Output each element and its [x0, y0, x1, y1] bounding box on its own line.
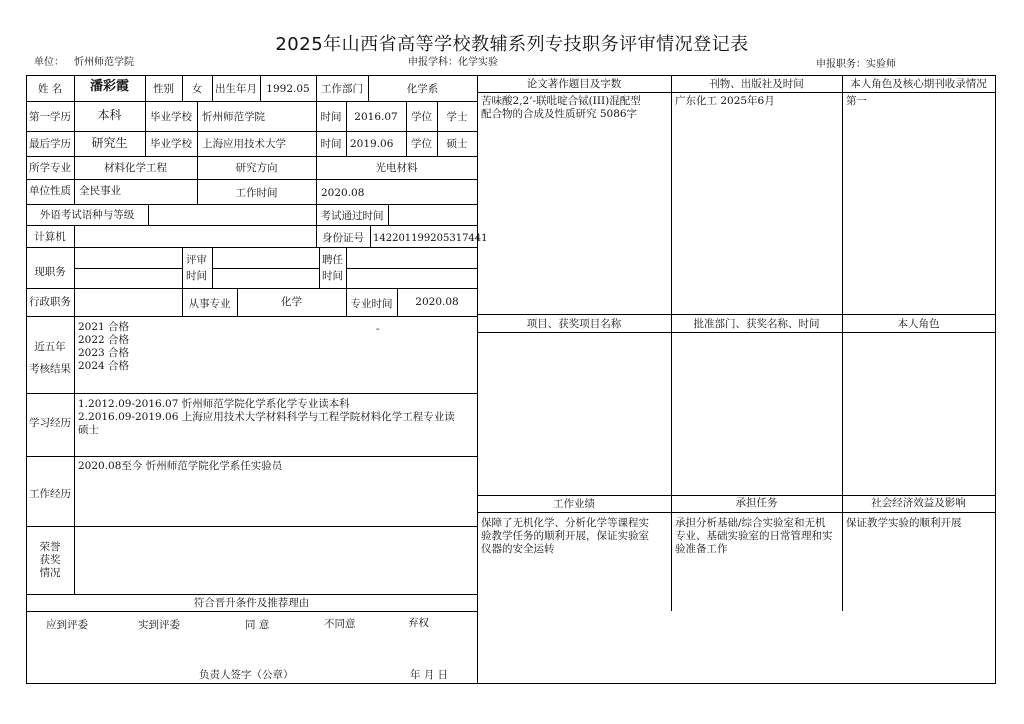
perf-line: 验教学任务的顺利开展，保证实验室: [481, 530, 649, 542]
honor-label-2: 获奖: [39, 554, 61, 566]
eval-line: 2021 合格: [78, 321, 130, 333]
major-value: 材料化学工程: [104, 162, 167, 174]
research-label: 研究方向: [235, 162, 278, 174]
gender-value: 女: [191, 83, 203, 95]
major-label: 所学专业: [29, 162, 71, 174]
degree1-value: 学士: [446, 111, 468, 123]
edu1-label: 第一学历: [29, 111, 71, 123]
eval-line: 2022 合格: [78, 334, 130, 346]
hire-label-2: 时间: [322, 270, 343, 282]
exam-time-label: 考试通过时间: [320, 210, 384, 222]
school2-label: 毕业学校: [150, 138, 192, 150]
perf-line: 保障了无机化学、分析化学等课程实: [481, 517, 649, 529]
effect-value: 保证教学实验的顺利开展: [846, 517, 962, 529]
time1-value: 2016.07: [354, 111, 398, 123]
work-label: 工作经历: [29, 488, 71, 500]
task-line: 验准备工作: [675, 543, 728, 555]
papers-col2-header: 刊物、出版社及时间: [709, 78, 804, 90]
review-label-2: 时间: [186, 270, 207, 282]
birth-value: 1992.05: [266, 83, 310, 95]
paper-title-line: 苦味酸2,2’-联吡啶合铽(III)混配型: [481, 95, 641, 107]
name-value: 潘彩霞: [89, 79, 129, 94]
projects-col2-header: 批准部门、获奖名称、时间: [693, 318, 820, 330]
sign-label: 负责人签字（公章）: [199, 669, 294, 681]
admin-label: 行政职务: [29, 296, 71, 308]
eval-line: 2024 合格: [78, 360, 130, 372]
papers-col1-header: 论文著作题目及字数: [526, 78, 622, 90]
honor-label-3: 情况: [39, 567, 61, 579]
task-line: 承担分析基础/综合实验室和无机: [675, 517, 826, 529]
work-col3-header: 社会经济效益及影响: [871, 497, 966, 509]
eval-label-2: 考核结果: [29, 363, 71, 375]
vote-actual-label: 实到评委: [138, 619, 180, 631]
dept-value: 化学系: [406, 83, 439, 95]
date-label: 年 月 日: [410, 669, 449, 681]
vote-agree-label: 同 意: [245, 619, 270, 631]
prof-time-value: 2020.08: [415, 296, 459, 308]
study-label: 学习经历: [29, 417, 71, 429]
study-line: 硕士: [78, 424, 99, 436]
eval-dash: -: [376, 323, 380, 335]
vote-abstain-label: 弃权: [408, 617, 429, 629]
id-value: 142201199205317441: [373, 233, 488, 244]
work-col2-header: 承担任务: [735, 497, 778, 509]
current-label: 现职务: [34, 266, 66, 278]
worktime-label: 工作时间: [235, 187, 278, 199]
prof-label: 从事专业: [188, 298, 231, 310]
prof-value: 化学: [281, 296, 302, 308]
lang-label: 外语考试语种与等级: [39, 209, 135, 221]
paper-title-line: 配合物的合成及性质研究 5086字: [481, 108, 638, 120]
degree1-label: 学位: [411, 111, 432, 123]
vote-disagree-label: 不同意: [324, 618, 356, 630]
prof-time-label: 专业时间: [350, 298, 393, 310]
eval-label-1: 近五年: [34, 341, 66, 353]
name-label: 姓 名: [37, 83, 63, 95]
time2-label: 时间: [320, 138, 342, 150]
work-col1-header: 工作业绩: [553, 498, 595, 510]
unit-value: 忻州师范学院: [74, 57, 134, 68]
reason-label: 符合晋升条件及推荐理由: [193, 597, 310, 609]
vote-should-label: 应到评委: [46, 619, 88, 631]
time2-value: 2019.06: [350, 138, 394, 150]
study-line: 2.2016.09-2019.06 上海应用技术大学材料科学与工程学院材料化学工程专业读: [78, 411, 455, 423]
birth-label: 出生年月: [215, 83, 257, 95]
worktime-value: 2020.08: [321, 187, 365, 199]
paper-journal: 广东化工 2025年6月: [675, 95, 775, 107]
school1-label: 毕业学校: [150, 111, 192, 123]
research-value: 光电材料: [375, 162, 418, 174]
review-label-1: 评审: [186, 254, 207, 266]
gender-label: 性别: [153, 83, 174, 95]
study-line: 1.2012.09-2016.07 忻州师范学院化学系化学专业读本科: [78, 398, 350, 410]
subject-label: 申报学科：化学实验: [408, 57, 498, 68]
time1-label: 时间: [320, 111, 342, 123]
position-label: 申报职务：实验师: [816, 59, 896, 70]
projects-col1-header: 项目、获奖项目名称: [526, 318, 622, 330]
id-label: 身份证号: [322, 232, 364, 244]
work-value: 2020.08至今 忻州师范学院化学系任实验员: [78, 460, 283, 472]
paper-role: 第一: [846, 95, 867, 107]
school2-value: 上海应用技术大学: [202, 138, 286, 150]
school1-value: 忻州师范学院: [202, 111, 265, 123]
unit-label: 单位：: [34, 57, 64, 68]
degree2-label: 学位: [411, 138, 432, 150]
task-line: 专业、基础实验室的日常管理和实: [675, 530, 833, 542]
page-title: 2025年山西省高等学校教辅系列专技职务评审情况登记表: [275, 34, 749, 55]
nature-value: 全民事业: [79, 185, 121, 197]
nature-label: 单位性质: [29, 185, 71, 197]
degree2-value: 硕士: [446, 138, 468, 150]
computer-label: 计算机: [34, 231, 66, 243]
projects-col3-header: 本人角色: [897, 318, 940, 330]
edu2-label: 最后学历: [29, 138, 71, 150]
edu1-value: 本科: [97, 108, 122, 122]
perf-line: 仪器的安全运转: [481, 543, 555, 555]
edu2-value: 研究生: [91, 136, 128, 150]
eval-line: 2023 合格: [78, 347, 130, 359]
honor-label-1: 荣誉: [39, 541, 61, 553]
hire-label-1: 聘任: [322, 254, 343, 266]
dept-label: 工作部门: [321, 83, 363, 95]
papers-col3-header: 本人角色及核心期刊收录情况: [850, 78, 987, 90]
